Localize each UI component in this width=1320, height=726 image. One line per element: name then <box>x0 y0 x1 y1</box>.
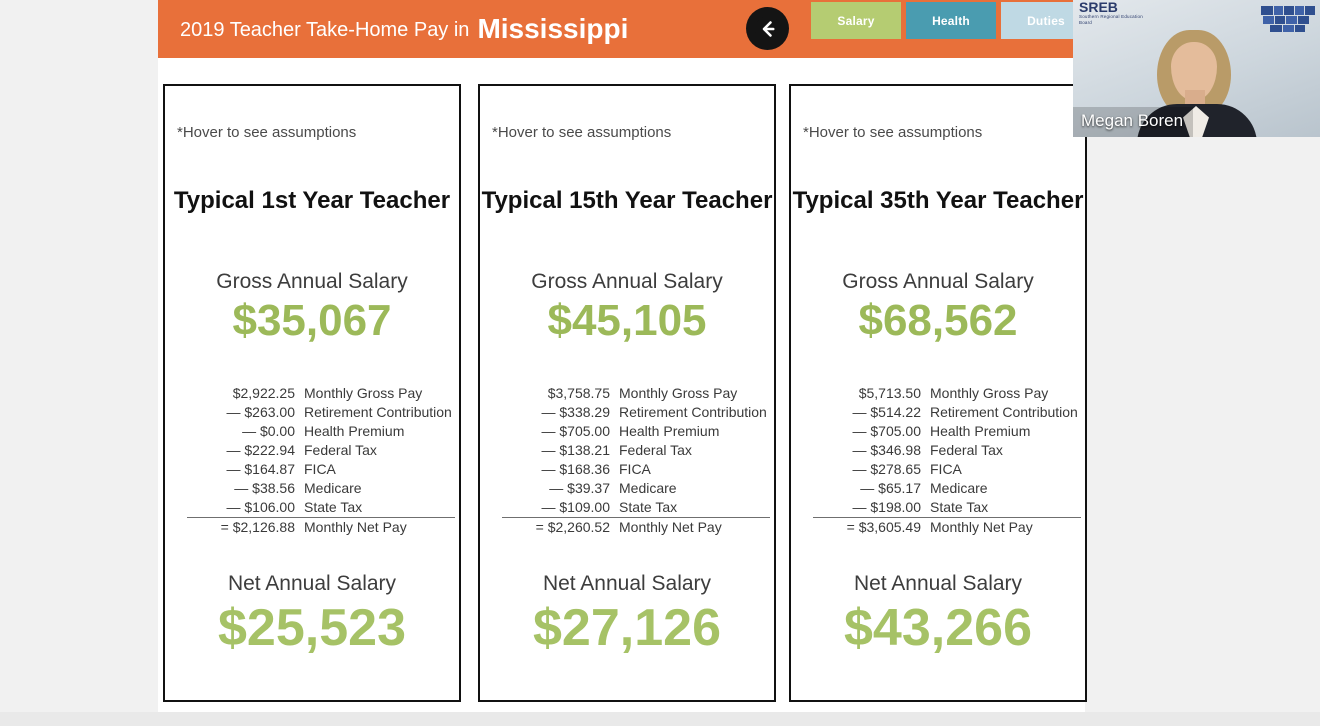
row-label: Monthly Net Pay <box>930 518 1081 538</box>
row-label: Monthly Gross Pay <box>619 385 738 401</box>
row-label: Monthly Gross Pay <box>304 385 423 401</box>
hover-assumptions-note: *Hover to see assumptions <box>492 124 672 141</box>
row-label: Retirement Contribution <box>304 404 452 420</box>
row-value: — $138.21 <box>541 442 610 458</box>
hover-assumptions-note: *Hover to see assumptions <box>177 124 357 141</box>
table-row <box>502 498 770 518</box>
region-map-icon <box>1260 4 1316 34</box>
row-label: Federal Tax <box>304 442 377 458</box>
table-row <box>813 441 1081 460</box>
row-value: = $3,605.49 <box>813 518 930 538</box>
table-row <box>502 460 770 479</box>
row-value: — $106.00 <box>226 499 295 515</box>
table-row <box>813 403 1081 422</box>
tab-health[interactable] <box>906 2 996 39</box>
row-label: Health Premium <box>304 423 405 439</box>
row-label: Federal Tax <box>930 442 1003 458</box>
pay-breakdown-table <box>502 384 770 537</box>
salary-card[interactable] <box>478 84 776 702</box>
row-value: — $0.00 <box>242 423 295 439</box>
row-value: — $278.65 <box>852 461 921 477</box>
row-value: = $2,126.88 <box>187 518 304 538</box>
card-title: Typical 35th Year Teacher <box>792 187 1084 214</box>
gross-salary-label: Gross Annual Salary <box>842 270 1034 293</box>
net-salary-label: Net Annual Salary <box>853 572 1023 595</box>
gross-salary-amount: $68,562 <box>858 296 1018 345</box>
table-row <box>502 384 770 403</box>
left-gutter <box>0 0 158 726</box>
table-row <box>187 498 455 518</box>
table-row <box>187 384 455 403</box>
table-row-total <box>187 518 455 538</box>
row-value: $2,922.25 <box>232 385 295 401</box>
row-value: — $705.00 <box>852 423 921 439</box>
table-row <box>187 422 455 441</box>
row-label: Retirement Contribution <box>619 404 767 420</box>
tab-duties-label: Duties <box>1027 13 1065 28</box>
row-label: FICA <box>304 461 336 477</box>
speaker-name-label: Megan Boren <box>1073 107 1193 137</box>
row-value: = $2,260.52 <box>502 518 619 538</box>
bottom-strip <box>0 712 1320 726</box>
table-row <box>187 403 455 422</box>
row-label: FICA <box>930 461 962 477</box>
row-value: — $168.36 <box>541 461 610 477</box>
row-label: State Tax <box>930 499 989 515</box>
net-salary-amount: $43,266 <box>844 599 1032 657</box>
net-salary-label: Net Annual Salary <box>227 572 397 595</box>
table-row <box>502 441 770 460</box>
net-salary-amount: $27,126 <box>533 599 721 657</box>
tab-salary[interactable] <box>811 2 901 39</box>
row-value: — $346.98 <box>852 442 921 458</box>
row-value: — $198.00 <box>852 499 921 515</box>
table-row <box>187 441 455 460</box>
row-label: Federal Tax <box>619 442 692 458</box>
sreb-logo-subtitle: Southern Regional Education Board <box>1079 14 1143 25</box>
table-row-total <box>502 518 770 538</box>
row-value: — $38.56 <box>234 480 295 496</box>
page-title-prefix: 2019 Teacher Take-Home Pay in <box>180 19 470 41</box>
row-value: — $109.00 <box>541 499 610 515</box>
row-label: Medicare <box>619 480 677 496</box>
gross-salary-label: Gross Annual Salary <box>531 270 723 293</box>
row-label: Monthly Net Pay <box>304 518 455 538</box>
net-salary-label: Net Annual Salary <box>542 572 712 595</box>
row-label: Medicare <box>930 480 988 496</box>
row-value: — $65.17 <box>860 480 921 496</box>
row-label: Retirement Contribution <box>930 404 1078 420</box>
header-bar <box>158 0 1085 58</box>
back-arrow-icon[interactable] <box>746 7 789 50</box>
net-salary-amount: $25,523 <box>218 599 406 657</box>
table-row <box>502 403 770 422</box>
sreb-logo <box>1079 0 1151 30</box>
table-row <box>502 479 770 498</box>
table-row <box>813 460 1081 479</box>
tab-salary-label: Salary <box>837 13 875 28</box>
row-label: Monthly Gross Pay <box>930 385 1049 401</box>
table-row <box>813 422 1081 441</box>
row-value: — $39.37 <box>549 480 610 496</box>
pay-breakdown-table <box>187 384 455 537</box>
table-row-total <box>813 518 1081 538</box>
row-value: — $222.94 <box>226 442 295 458</box>
row-value: — $705.00 <box>541 423 610 439</box>
page-title-state: Mississippi <box>477 13 629 44</box>
sreb-logo-text: SREB <box>1079 0 1118 15</box>
speaker-video-panel[interactable] <box>1073 0 1320 137</box>
row-label: Medicare <box>304 480 362 496</box>
table-row <box>502 422 770 441</box>
row-label: Monthly Net Pay <box>619 518 770 538</box>
table-row <box>187 460 455 479</box>
row-label: State Tax <box>304 499 363 515</box>
row-label: FICA <box>619 461 651 477</box>
table-row <box>187 479 455 498</box>
card-title: Typical 1st Year Teacher <box>173 187 451 214</box>
table-row <box>813 498 1081 518</box>
gross-salary-amount: $45,105 <box>547 296 707 345</box>
table-row <box>813 479 1081 498</box>
row-value: $5,713.50 <box>858 385 921 401</box>
row-value: — $164.87 <box>226 461 295 477</box>
row-value: — $514.22 <box>852 404 921 420</box>
row-value: — $338.29 <box>541 404 610 420</box>
hover-assumptions-note: *Hover to see assumptions <box>803 124 983 141</box>
page-title <box>180 13 628 45</box>
gross-salary-amount: $35,067 <box>232 296 392 345</box>
salary-card[interactable] <box>789 84 1087 702</box>
tab-health-label: Health <box>932 13 970 28</box>
row-value: — $263.00 <box>226 404 295 420</box>
salary-card[interactable] <box>163 84 461 702</box>
row-label: Health Premium <box>619 423 720 439</box>
pay-breakdown-table <box>813 384 1081 537</box>
gross-salary-label: Gross Annual Salary <box>216 270 408 293</box>
card-title: Typical 15th Year Teacher <box>481 187 773 214</box>
row-label: Health Premium <box>930 423 1031 439</box>
row-label: State Tax <box>619 499 678 515</box>
table-row <box>813 384 1081 403</box>
row-value: $3,758.75 <box>547 385 610 401</box>
